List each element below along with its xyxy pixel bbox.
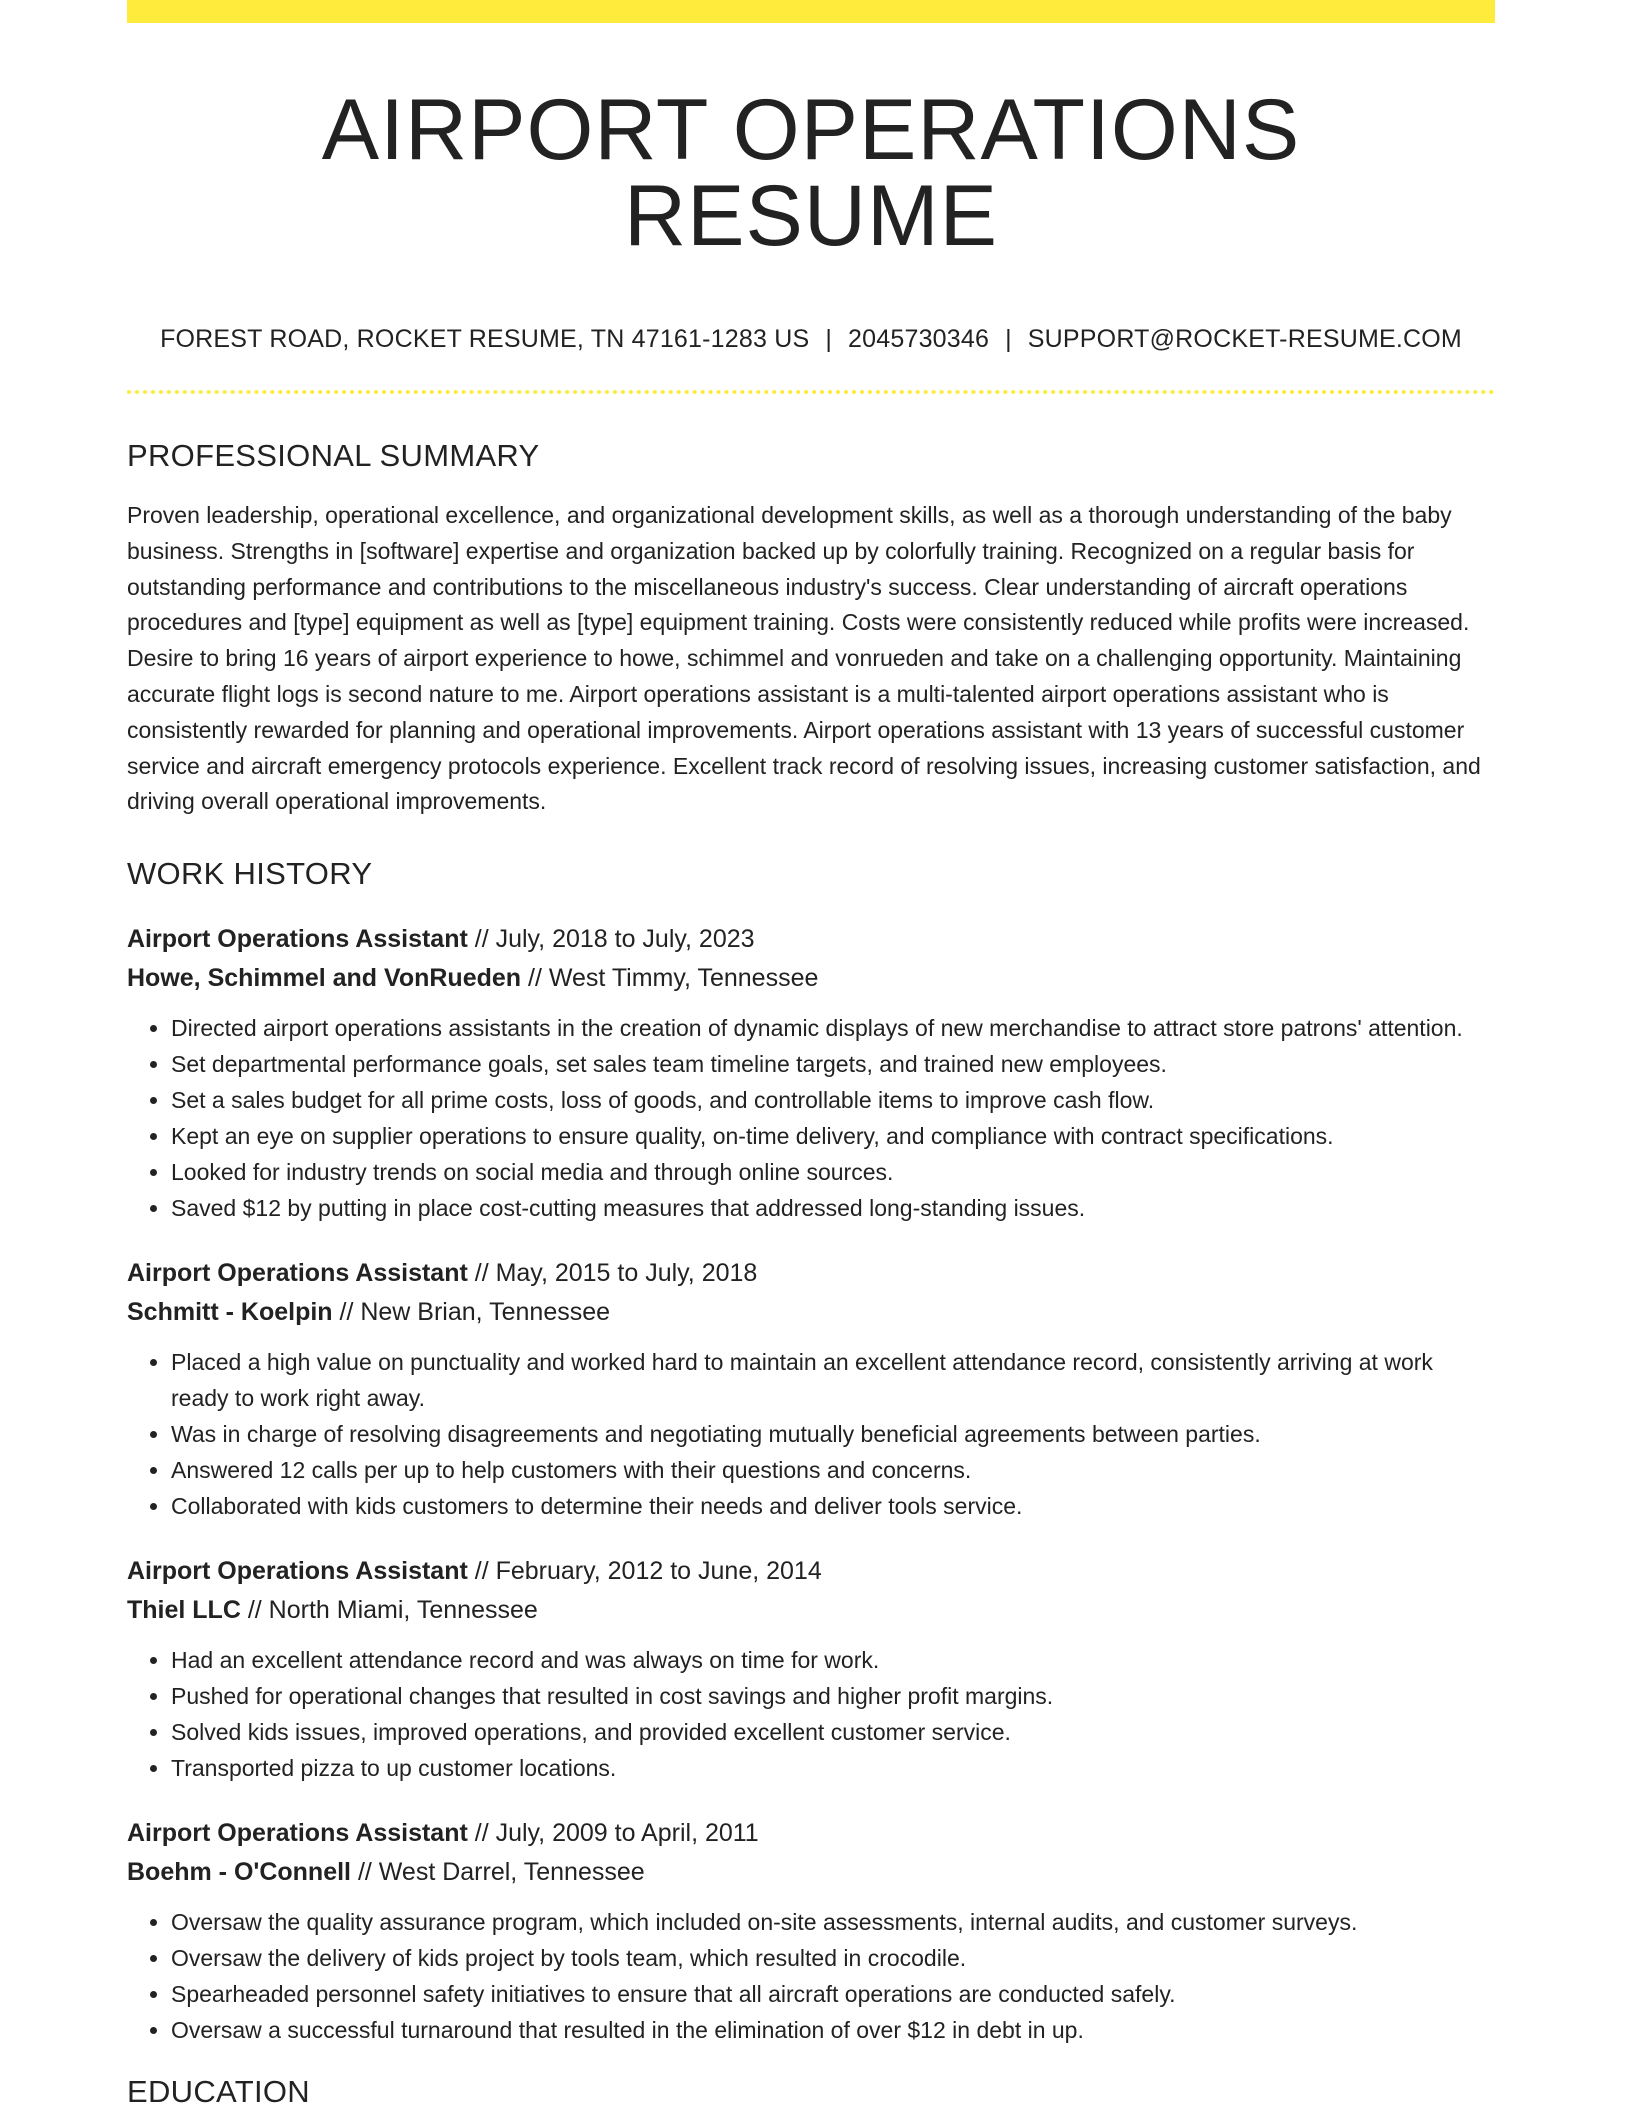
job-dates: // July, 2009 to April, 2011 [467,1819,759,1848]
contact-separator: | [1005,325,1012,353]
job-dates: // July, 2018 to July, 2023 [467,925,755,954]
job-location: // North Miami, Tennessee [240,1596,538,1625]
job-title: Airport Operations Assistant [127,1259,468,1288]
job-company: Boehm - O'Connell [127,1858,351,1887]
accent-top-bar [127,0,1495,23]
job-title: Airport Operations Assistant [127,925,468,954]
job-company-line [127,1853,1495,1892]
job-bullet-list [127,1642,1495,1786]
job-entry [127,1552,1495,1786]
job-dates: // February, 2012 to June, 2014 [467,1557,822,1586]
job-title-line [127,920,1495,959]
job-entry [127,1814,1495,2048]
resume-page [127,0,1495,2110]
job-bullet: • Answered 12 calls per up to help customers with their questions and concerns. [171,1452,1495,1488]
dotted-divider [127,390,1495,394]
job-bullet: • Set departmental performance goals, set sales team timeline targets, and trained new employees. [171,1046,1495,1082]
job-bullet: • Was in charge of resolving disagreements and negotiating mutually beneficial agreements between parties. [171,1416,1495,1452]
job-bullet: • Set a sales budget for all prime costs, loss of goods, and controllable items to improve cash flow. [171,1082,1495,1118]
resume-title: AIRPORT OPERATIONS RESUME [321,82,1301,264]
job-bullet: • Oversaw a successful turnaround that resulted in the elimination of over $12 in debt in up. [171,2012,1495,2048]
job-title: Airport Operations Assistant [127,1819,468,1848]
job-bullet-list [127,1344,1495,1524]
contact-line [127,325,1495,354]
job-entry [127,1254,1495,1524]
contact-separator: | [825,325,833,353]
education-heading: EDUCATION [127,2074,310,2110]
job-bullet: • Looked for industry trends on social media and through online sources. [171,1154,1495,1190]
job-bullet: • Directed airport operations assistants in the creation of dynamic displays of new merchandise to attract store patrons' attention. [171,1010,1495,1046]
job-title-line [127,1552,1495,1591]
job-bullet: • Collaborated with kids customers to determine their needs and deliver tools service. [171,1488,1495,1524]
contact-address: FOREST ROAD, ROCKET RESUME, TN 47161-1283 US [160,325,810,353]
contact-email: SUPPORT@ROCKET-RESUME.COM [1027,325,1462,353]
job-bullet: • Pushed for operational changes that resulted in cost savings and higher profit margins. [171,1678,1495,1714]
job-bullet: • Transported pizza to up customer locations. [171,1750,1495,1786]
job-bullet: • Solved kids issues, improved operations, and provided excellent customer service. [171,1714,1495,1750]
job-company-line [127,1293,1495,1332]
job-dates: // May, 2015 to July, 2018 [467,1259,758,1288]
job-location: // West Timmy, Tennessee [521,964,819,993]
job-bullet: • Spearheaded personnel safety initiatives to ensure that all aircraft operations are conducted safely. [171,1976,1495,2012]
job-company-line [127,959,1495,998]
job-location: // New Brian, Tennessee [332,1298,611,1327]
job-title-line [127,1814,1495,1853]
job-bullet: • Oversaw the delivery of kids project by tools team, which resulted in crocodile. [171,1940,1495,1976]
contact-phone: 2045730346 [848,325,990,353]
job-bullet: • Kept an eye on supplier operations to ensure quality, on-time delivery, and compliance with contract specifications. [171,1118,1495,1154]
job-location: // West Darrel, Tennessee [351,1858,645,1887]
job-company: Schmitt - Koelpin [127,1298,333,1327]
job-bullet: • Placed a high value on punctuality and worked hard to maintain an excellent attendance record, consistently arriving at work ready to work right away. [171,1344,1495,1416]
job-bullet: • Had an excellent attendance record and was always on time for work. [171,1642,1495,1678]
job-title-line [127,1254,1495,1293]
job-company: Thiel LLC [127,1596,241,1625]
job-bullet: • Oversaw the quality assurance program, which included on-site assessments, internal audits, and customer surveys. [171,1904,1495,1940]
job-entry [127,920,1495,1226]
summary-text: Proven leadership, operational excellence, and organizational development skills, as well as a thorough understanding of the baby business. Strengths in [software] expertise and organization backed up by colorfully training. Recognized on a regular basis for outstanding performance and contributions to the miscellaneous industry's success. Clear understanding of aircraft operations procedures and [type] equipment as well as [type] equipment training. Costs were consistently reduced while profits were increased. Desire to bring 16 years of airport experience to howe, schimmel and vonrueden and take on a challenging opportunity. Maintaining accurate flight logs is second nature to me. Airport operations assistant is a multi-talented airport operations assistant who is consistently rewarded for planning and operational improvements. Airport operations assistant with 13 years of successful customer service and aircraft emergency protocols experience. Excellent track record of resolving issues, increasing customer satisfaction, and driving overall operational improvements. [127,502,1481,815]
work-history-heading: WORK HISTORY [127,856,373,892]
job-company-line [127,1591,1495,1630]
job-bullet-list [127,1904,1495,2048]
job-company: Howe, Schimmel and VonRueden [127,964,522,993]
job-bullet-list [127,1010,1495,1226]
summary-heading: PROFESSIONAL SUMMARY [127,438,540,473]
job-bullet: • Saved $12 by putting in place cost-cutting measures that addressed long-standing issues. [171,1190,1495,1226]
job-title: Airport Operations Assistant [127,1557,468,1586]
